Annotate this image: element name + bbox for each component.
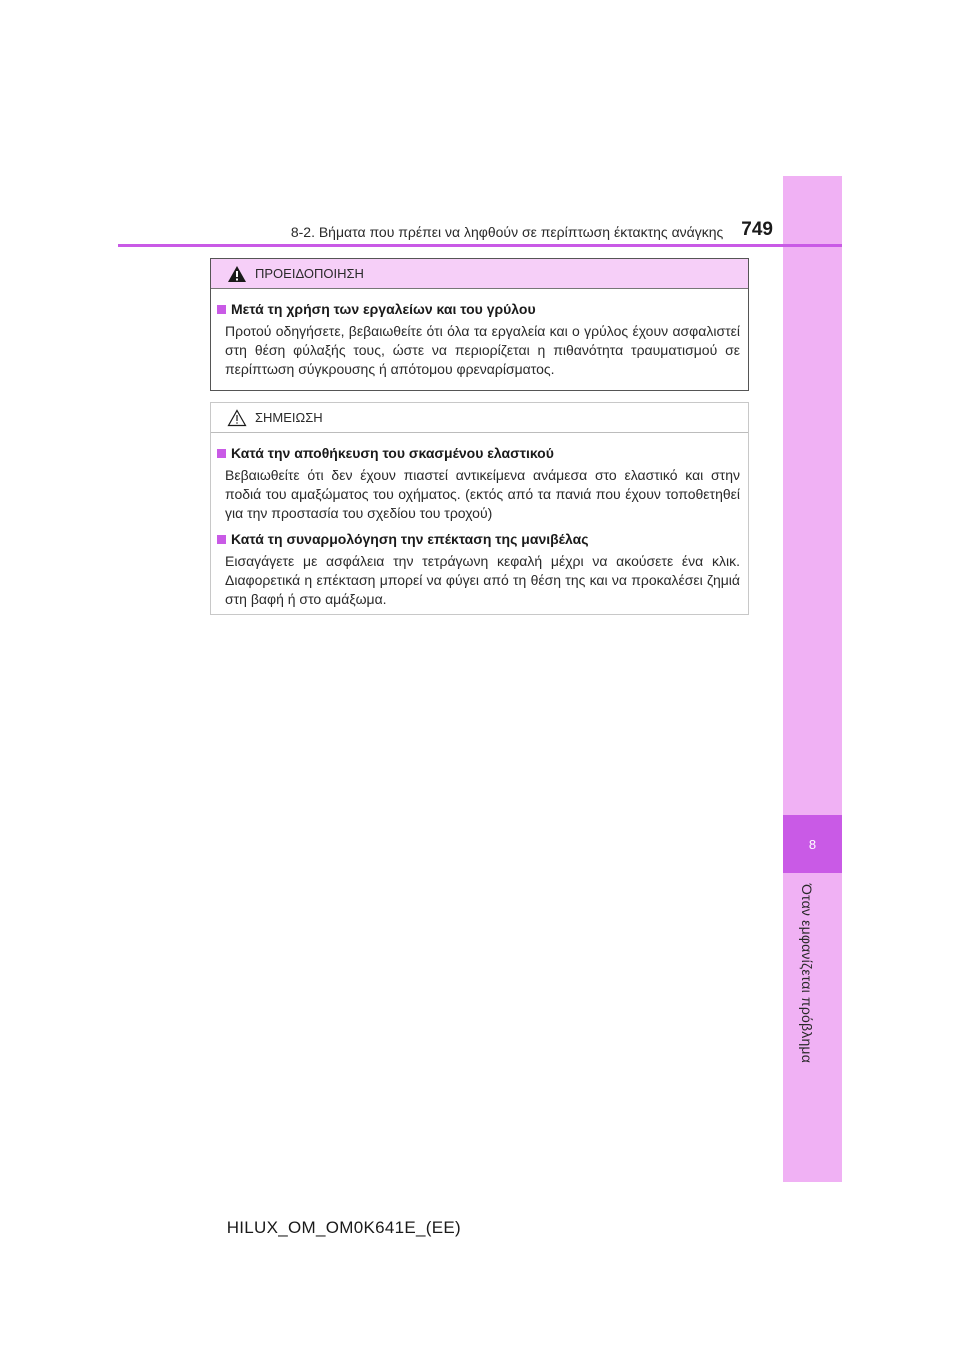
notice-item-heading-text: Κατά τη συναρμολόγηση την επέκταση της μανιβέλας [231,531,589,547]
notice-item-heading-text: Κατά την αποθήκευση του σκασμένου ελαστικού [231,445,554,461]
square-bullet-icon [217,449,226,458]
square-bullet-icon [217,535,226,544]
notice-box-header [211,403,748,433]
warning-box-header [211,259,748,289]
warning-triangle-filled-icon [227,265,247,283]
document-code-footer: HILUX_OM_OM0K641E_(EE) [226,1218,461,1237]
notice-item-heading [217,445,740,461]
notice-box-title: ΣΗΜΕΙΩΣΗ [255,410,323,425]
caution-triangle-outline-icon [227,409,247,427]
notice-box [210,402,749,615]
notice-item-text: Εισαγάγετε με ασφάλεια την τετράγωνη κεφαλή μέχρι να ακούσετε ένα κλικ. Διαφορετικά η επέκταση μπορεί να φύγει από τη θέση της και να προκαλέσει ζημιά στη βαφή ή στο αμάξωμα. [225,553,740,607]
page-number: 749 [741,219,773,240]
warning-box-title: ΠΡΟΕΙΔΟΠΟΙΗΣΗ [255,266,364,281]
chapter-number: 8 [783,815,842,873]
warning-item-heading-text: Μετά τη χρήση των εργαλείων και του γρύλου [231,301,536,317]
warning-item-heading [217,301,740,317]
header-rule [118,244,842,247]
square-bullet-icon [217,305,226,314]
chapter-title: Όταν εμφανίζεται πρόβλημα [799,884,815,1063]
notice-item-text: Βεβαιωθείτε ότι δεν έχουν πιαστεί αντικείμενα ανάμεσα στο ελαστικό και στην ποδιά του αμαξώματος του οχήματος. (εκτός από τα πανιά που έχουν τοποθετηθεί για την προστασία του σχεδίου του τροχού) [225,467,740,521]
running-header [118,214,773,244]
warning-box [210,258,749,391]
notice-item-heading [217,531,740,547]
running-title: 8-2. Βήματα που πρέπει να ληφθούν σε περίπτωση έκτακτης ανάγκης [290,224,724,240]
warning-item-text: Προτού οδηγήσετε, βεβαιωθείτε ότι όλα τα εργαλεία και ο γρύλος έχουν ασφαλιστεί στη θέση φύλαξής τους, ώστε να περιορίζεται η πιθανότητα τραυματισμού σε περίπτωση σύγκρουσης ή απότομου φρεναρίσματος. [225,323,740,377]
